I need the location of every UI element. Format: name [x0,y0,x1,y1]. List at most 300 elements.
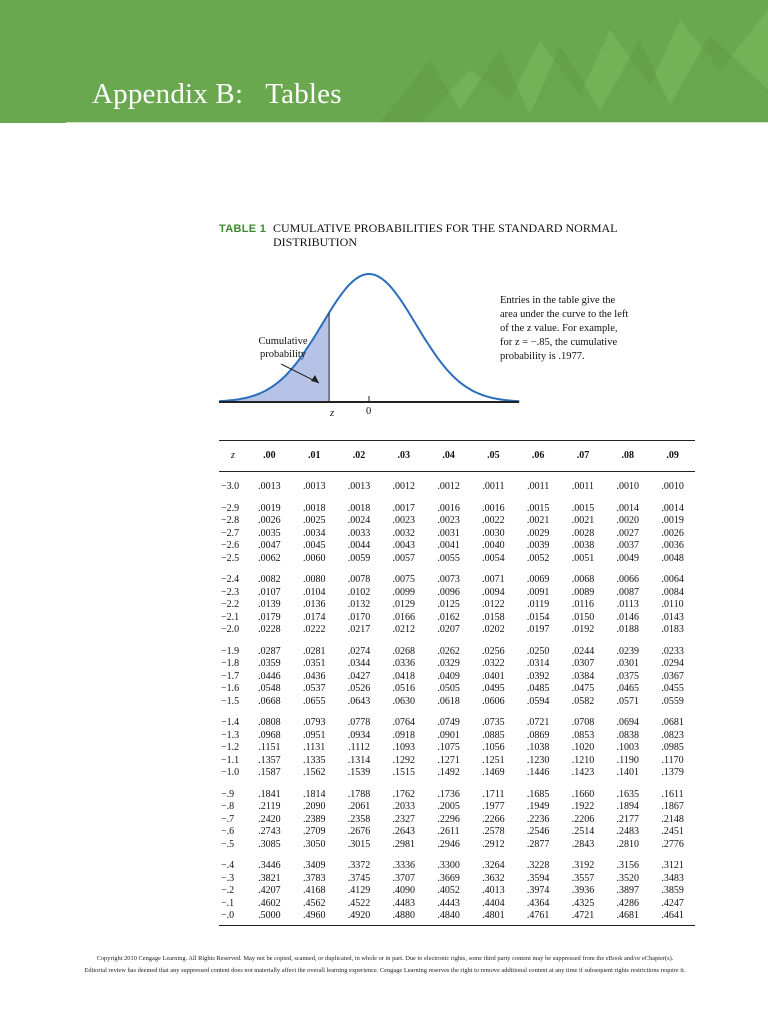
group-spacer [219,637,695,646]
probability-cell: .0078 [347,574,371,586]
probability-cell: .1977 [482,801,505,813]
header-col-06: .06 [516,441,561,472]
probability-cell: .2451 [661,826,684,838]
cumulative-probability-label: Cumulative probability [258,336,308,360]
probability-cell: .2266 [482,813,505,825]
z-value-cell: −.5 [221,838,235,850]
probability-cell: .0262 [437,645,460,657]
z-value-cell: −.3 [221,872,235,884]
probability-cell: .0035 [258,527,281,539]
probability-cell: .1492 [437,767,460,779]
table-row [219,717,695,730]
table-row [219,898,695,911]
probability-cell: .0301 [616,658,640,670]
z-value-cell: −1.0 [221,767,240,779]
probability-cell: .0068 [571,574,595,586]
z-value-cell: −1.1 [221,754,240,766]
probability-cell: .0044 [347,540,371,552]
probability-cell: .0018 [302,502,326,514]
probability-cell: .4052 [437,885,460,897]
probability-cell: .0968 [258,729,281,741]
probability-cell: .0026 [661,527,684,539]
probability-cell: .0016 [482,502,505,514]
probability-cell: .1635 [616,788,640,800]
probability-cell: .4207 [258,885,281,897]
probability-cell: .4522 [347,897,371,909]
probability-cell: .0655 [302,695,326,707]
header-col-00: .00 [247,441,292,472]
probability-cell: .0571 [616,695,640,707]
probability-cell: .4129 [347,885,371,897]
probability-cell: .0192 [571,624,595,636]
probability-cell: .0102 [347,586,371,598]
probability-cell: .0045 [302,540,326,552]
probability-cell: .0668 [258,695,281,707]
probability-cell: .2578 [482,826,505,838]
probability-cell: .0307 [571,658,595,670]
probability-cell: .0116 [571,599,595,611]
probability-cell: .0239 [616,645,640,657]
probability-cell: .0037 [616,540,640,552]
z-value-cell: −2.5 [221,552,240,564]
probability-cell: .1469 [482,767,505,779]
probability-cell: .0125 [437,599,460,611]
probability-cell: .3897 [616,885,640,897]
probability-cell: .2148 [661,813,684,825]
probability-cell: .3121 [661,860,684,872]
probability-cell: .0016 [437,502,460,514]
probability-cell: .0033 [347,527,371,539]
probability-cell: .0031 [437,527,460,539]
probability-cell: .0329 [437,658,460,670]
probability-cell: .2033 [392,801,416,813]
probability-cell: .4286 [616,897,640,909]
probability-cell: .0139 [258,599,281,611]
probability-cell: .0268 [392,645,416,657]
probability-cell: .1335 [302,754,326,766]
header-z: z [219,441,247,472]
probability-cell: .5000 [247,910,292,925]
probability-cell: .0495 [482,683,505,695]
footer-line-1: Copyright 2010 Cengage Learning. All Rights Reserved. May not be copied, scanned, or duplicated, in whole or in part. Due to electronic rights, some third party content may be suppressed from the eBook and/or eChapter(s). [96,955,674,962]
probability-cell: .4562 [302,897,326,909]
probability-cell: .0681 [661,717,684,729]
probability-cell: .0918 [392,729,416,741]
z-table [219,440,695,926]
probability-cell: .0059 [347,552,371,564]
table-row [219,528,695,541]
probability-cell: .0778 [347,717,371,729]
probability-cell: .0057 [392,552,416,564]
probability-cell: .0069 [526,574,550,586]
probability-cell: .0015 [526,502,550,514]
probability-cell: .0064 [661,574,684,586]
probability-cell: .0708 [571,717,595,729]
probability-cell: .0062 [258,552,281,564]
probability-cell: .0170 [347,611,371,623]
probability-cell: .0122 [482,599,505,611]
probability-cell: .1131 [303,742,326,754]
probability-cell: .1314 [347,754,371,766]
probability-cell: .0154 [526,611,550,623]
probability-cell: .4364 [526,897,550,909]
probability-cell: .0013 [347,481,371,493]
probability-cell: .1711 [482,788,505,800]
table-row [219,755,695,768]
probability-cell: .0119 [527,599,550,611]
banner-subtitle-label: Tables [265,78,342,110]
probability-cell: .3015 [347,838,371,850]
probability-cell: .4013 [482,885,505,897]
probability-cell: .2709 [302,826,326,838]
probability-cell: .0107 [258,586,281,598]
probability-cell: .0010 [616,481,640,493]
probability-cell: .1685 [526,788,550,800]
header-col-03: .03 [381,441,426,472]
probability-cell: .0036 [661,540,684,552]
table-row [219,683,695,696]
probability-cell: .0017 [392,502,416,514]
probability-cell: .1251 [482,754,505,766]
copyright-footer [20,953,750,977]
probability-cell: .0294 [661,658,684,670]
probability-cell: .0080 [302,574,326,586]
group-spacer [219,780,695,789]
probability-cell: .0764 [392,717,416,729]
probability-cell: .0505 [437,683,460,695]
probability-cell: .0630 [392,695,416,707]
probability-cell: .0351 [302,658,326,670]
probability-cell: .0055 [437,552,460,564]
probability-cell: .1788 [347,788,371,800]
table-row [219,814,695,827]
z-value-cell: −2.9 [221,502,240,514]
probability-cell: .0034 [302,527,326,539]
probability-cell: .0233 [661,645,684,657]
probability-cell: .0287 [258,645,281,657]
probability-cell: .0084 [661,586,684,598]
probability-cell: .4801 [471,910,516,925]
probability-cell: .0643 [347,695,371,707]
probability-cell: .2296 [437,813,460,825]
probability-cell: .4960 [292,910,337,925]
probability-cell: .0322 [482,658,505,670]
probability-cell: .0047 [258,540,281,552]
z-value-cell: −3.0 [221,481,240,493]
probability-cell: .0023 [392,515,416,527]
probability-cell: .0028 [571,527,595,539]
probability-cell: .0040 [482,540,505,552]
z-value-cell: −.2 [221,885,235,897]
probability-cell: .0793 [302,717,326,729]
table-row [219,826,695,839]
probability-cell: .3594 [526,872,550,884]
z-value-cell: −.1 [221,897,235,909]
group-spacer [219,472,695,482]
probability-cell: .1210 [571,754,595,766]
table-row [219,658,695,671]
probability-cell: .2206 [571,813,595,825]
probability-cell: .0143 [661,611,684,623]
probability-cell: .0012 [392,481,416,493]
probability-cell: .2676 [347,826,371,838]
probability-cell: .0409 [437,670,460,682]
probability-cell: .0455 [661,683,684,695]
probability-cell: .0012 [437,481,460,493]
probability-cell: .1660 [571,788,595,800]
probability-cell: .0951 [302,729,326,741]
probability-cell: .0212 [392,624,416,636]
probability-cell: .2946 [437,838,460,850]
table-row [219,742,695,755]
probability-cell: .0011 [571,481,595,493]
z-value-cell: −2.0 [221,624,240,636]
probability-cell: .0188 [616,624,640,636]
table-row [219,612,695,625]
probability-cell: .3745 [347,872,371,884]
probability-cell: .0281 [302,645,326,657]
probability-cell: .0082 [258,574,281,586]
probability-cell: .0853 [571,729,595,741]
group-spacer [219,851,695,860]
z-value-cell: −2.3 [221,586,240,598]
probability-cell: .0010 [661,481,684,493]
table-row [219,730,695,743]
probability-cell: .0823 [661,729,684,741]
table-row [219,671,695,684]
probability-cell: .0113 [616,599,639,611]
probability-cell: .0089 [571,586,595,598]
probability-cell: .0054 [482,552,505,564]
page-title [92,78,342,111]
probability-cell: .0418 [392,670,416,682]
probability-cell: .4602 [258,897,281,909]
probability-cell: .1423 [571,767,595,779]
probability-cell: .0427 [347,670,371,682]
probability-cell: .0129 [392,599,416,611]
probability-cell: .3409 [302,860,326,872]
probability-cell: .4483 [392,897,416,909]
probability-cell: .3300 [437,860,460,872]
footer-line-2: Editorial review has deemed that any suppressed content does not materially affect the overall learning experience. Cengage Learning reserves the right to remove additional content at any time if subsequent rights restrictions require it. [84,967,686,974]
probability-cell: .0250 [526,645,550,657]
probability-cell: .0022 [482,515,505,527]
probability-cell: .2546 [526,826,550,838]
group-spacer [219,494,695,503]
probability-cell: .2743 [258,826,281,838]
probability-cell: .1038 [526,742,550,754]
probability-cell: .0020 [616,515,640,527]
entries-note: Entries in the table give the area under the curve to the left of the z value. For example, for z = −.85, the cumulative probability is .1977. [500,295,629,362]
probability-cell: .0516 [392,683,416,695]
probability-cell: .0207 [437,624,460,636]
z-value-cell: −.4 [221,860,235,872]
probability-cell: .0099 [392,586,416,598]
probability-cell: .0336 [392,658,416,670]
probability-cell: .0030 [482,527,505,539]
z-value-cell: −1.5 [221,695,240,707]
probability-cell: .3936 [571,885,595,897]
probability-cell: .0202 [482,624,505,636]
z-value-cell: −2.1 [221,611,240,623]
probability-cell: .1611 [661,788,684,800]
probability-cell: .0475 [571,683,595,695]
probability-cell: .0075 [392,574,416,586]
probability-cell: .0021 [526,515,550,527]
probability-cell: .3974 [526,885,550,897]
probability-cell: .1539 [347,767,371,779]
probability-cell: .3707 [392,872,416,884]
probability-cell: .0039 [526,540,550,552]
probability-cell: .0256 [482,645,505,657]
probability-cell: .3085 [258,838,281,850]
probability-cell: .2483 [616,826,640,838]
table-row [219,789,695,802]
probability-cell: .0087 [616,586,640,598]
probability-cell: .2061 [347,801,371,813]
table-row [219,624,695,637]
probability-cell: .2177 [616,813,640,825]
probability-cell: .3264 [482,860,505,872]
table-title: CUMULATIVE PROBABILITIES FOR THE STANDARD NORMAL DISTRIBUTION [273,221,618,249]
probability-cell: .4721 [561,910,606,925]
probability-cell: .3859 [661,885,684,897]
table-row [219,839,695,852]
probability-cell: .2514 [571,826,595,838]
probability-cell: .3821 [258,872,281,884]
probability-cell: .4168 [302,885,326,897]
probability-cell: .1170 [661,754,684,766]
probability-cell: .1762 [392,788,416,800]
table-row [219,481,695,494]
probability-cell: .1736 [437,788,460,800]
probability-cell: .2389 [302,813,326,825]
probability-cell: .0096 [437,586,460,598]
z-value-cell: −1.7 [221,670,240,682]
probability-cell: .2119 [258,801,281,813]
probability-cell: .0735 [482,717,505,729]
table-row [219,885,695,898]
probability-cell: .1230 [526,754,550,766]
probability-cell: .0023 [437,515,460,527]
probability-cell: .0158 [482,611,505,623]
probability-cell: .0011 [482,481,505,493]
probability-cell: .0091 [526,586,550,598]
probability-cell: .1814 [302,788,326,800]
table-row [219,860,695,873]
probability-cell: .0166 [392,611,416,623]
table-row [219,553,695,566]
probability-cell: .0244 [571,645,595,657]
probability-cell: .0869 [526,729,550,741]
probability-cell: .0014 [616,502,640,514]
z-axis-label: z [330,408,335,419]
probability-cell: .0027 [616,527,640,539]
probability-cell: .1867 [661,801,684,813]
group-spacer [219,708,695,717]
z-value-cell: −1.6 [221,683,240,695]
probability-cell: .0392 [526,670,550,682]
probability-cell: .0314 [526,658,550,670]
probability-cell: .1562 [302,767,326,779]
probability-cell: .0104 [302,586,326,598]
probability-cell: .3156 [616,860,640,872]
probability-cell: .2912 [482,838,505,850]
probability-cell: .0032 [392,527,416,539]
probability-cell: .3192 [571,860,595,872]
probability-cell: .0013 [302,481,326,493]
probability-cell: .1894 [616,801,640,813]
probability-cell: .1357 [258,754,281,766]
probability-cell: .0013 [258,481,281,493]
probability-cell: .3446 [258,860,281,872]
z-value-cell: −1.9 [221,645,240,657]
probability-cell: .0051 [571,552,595,564]
z-value-cell: −2.7 [221,527,240,539]
probability-cell: .0885 [482,729,505,741]
probability-cell: .4090 [392,885,416,897]
banner-divider [66,122,768,123]
probability-cell: .0359 [258,658,281,670]
probability-cell: .0594 [526,695,550,707]
z-value-cell: −2.2 [221,599,240,611]
z-value-cell: −.6 [221,826,235,838]
probability-cell: .1271 [437,754,460,766]
probability-cell: .0073 [437,574,460,586]
table-row [219,910,695,925]
probability-cell: .0048 [661,552,684,564]
table-body [219,472,695,926]
probability-cell: .0749 [437,717,460,729]
probability-cell: .0526 [347,683,371,695]
probability-cell: .4880 [381,910,426,925]
probability-cell: .0179 [258,611,281,623]
probability-cell: .1056 [482,742,505,754]
table-header-row [219,441,695,472]
table-row [219,574,695,587]
probability-cell: .4641 [650,910,695,925]
probability-cell: .0582 [571,695,595,707]
probability-cell: .0025 [302,515,326,527]
z-value-cell: −.9 [221,788,235,800]
probability-cell: .3557 [571,872,595,884]
probability-cell: .0011 [527,481,550,493]
probability-cell: .0222 [302,624,326,636]
probability-cell: .0014 [661,502,684,514]
z-value-cell: −1.2 [221,742,240,754]
probability-cell: .4761 [516,910,561,925]
probability-cell: .0618 [437,695,460,707]
probability-cell: .0934 [347,729,371,741]
probability-cell: .0162 [437,611,460,623]
z-value-cell: −1.8 [221,658,240,670]
probability-cell: .1446 [526,767,550,779]
probability-cell: .0446 [258,670,281,682]
probability-cell: .0901 [437,729,460,741]
probability-cell: .0174 [302,611,326,623]
appendix-banner [0,0,768,123]
z-value-cell: −.0 [219,910,247,925]
probability-cell: .1292 [392,754,416,766]
probability-cell: .0228 [258,624,281,636]
probability-cell: .0018 [347,502,371,514]
probability-cell: .2420 [258,813,281,825]
header-col-04: .04 [426,441,471,472]
probability-cell: .2005 [437,801,460,813]
z-value-cell: −1.3 [221,729,240,741]
probability-cell: .4404 [482,897,505,909]
table-row [219,515,695,528]
